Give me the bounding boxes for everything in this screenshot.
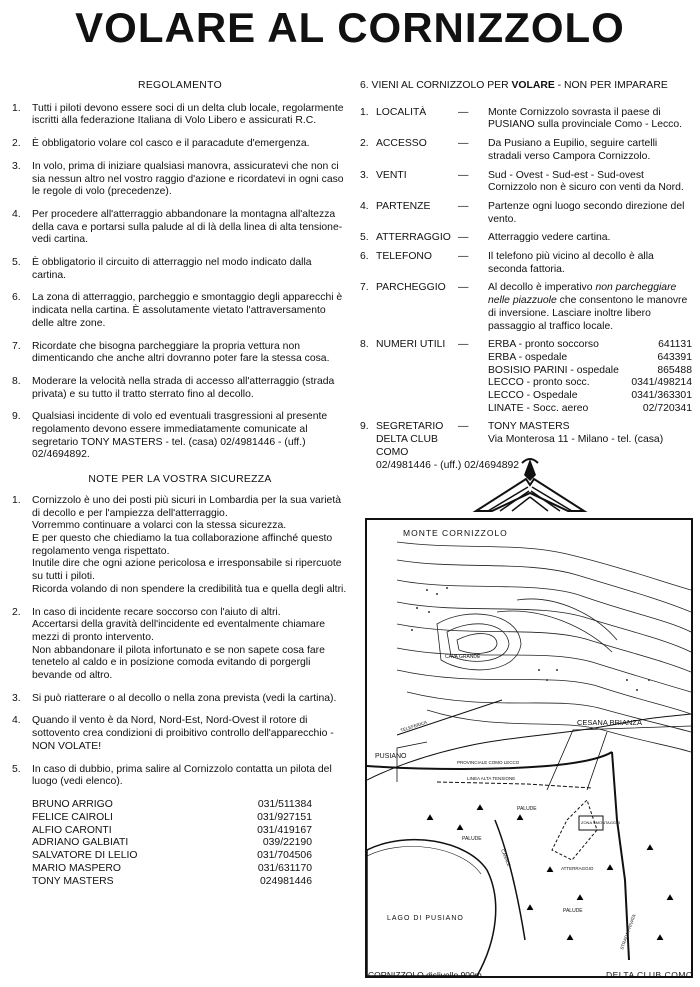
intro-bold: VOLARE (511, 80, 555, 91)
useful-number-name: BOSISIO PARINI - ospedale (488, 364, 619, 376)
label-palude-2: PALUDE (462, 836, 482, 842)
notes-heading: NOTE PER LA VOSTRA SICUREZZA (88, 474, 272, 486)
contact-row (32, 825, 312, 838)
label-line-1: SEGRETARIO (376, 421, 444, 433)
rule-number: 3. (12, 160, 21, 172)
contact-phone: 031/631170 (257, 862, 312, 874)
note-number: 3. (12, 692, 21, 704)
info-items (360, 107, 692, 277)
contact-name: MARIO MASPERO (32, 862, 121, 874)
label-pusiano: PUSIANO (375, 753, 407, 760)
useful-number-row (488, 352, 692, 365)
contact-name: ALFIO CARONTI (32, 824, 112, 836)
wood-dots (411, 587, 650, 691)
note-item (12, 715, 348, 753)
rule-text: È obbligatorio il circuito di atterraggio nel modo indicato dalla cartina. (32, 257, 312, 281)
rule-number: 5. (12, 257, 21, 269)
parcheggio-italic: non parcheggiare nelle piazzuole (488, 282, 677, 307)
note-paragraph: In caso di incidente recare soccorso con l'aiuto di altri. (32, 606, 281, 618)
note-number: 4. (12, 715, 21, 727)
label-cava: CAVA GRANDE (445, 654, 481, 660)
contact-name: SALVATORE DI LELIO (32, 850, 138, 862)
rule-number: 7. (12, 340, 21, 352)
rule-number: 8. (12, 375, 21, 387)
info-item (360, 138, 692, 163)
contact-row (32, 863, 312, 876)
rules-heading: REGOLAMENTO (138, 80, 222, 91)
item-text (488, 421, 692, 459)
note-text (32, 495, 348, 597)
contacts-list (32, 799, 348, 889)
note-number: 2. (12, 606, 21, 618)
label-line-3: COMO (376, 446, 409, 458)
info-item-segretario (360, 421, 692, 459)
item-label: ACCESSO (376, 138, 427, 150)
label-atterraggio: ATTERRAGGIO (561, 866, 594, 871)
note-paragraph: Accertarsi della gravità dell'incidente ed eventalmente chiamare mezzi di pronto intervento. (32, 619, 326, 643)
note-text (32, 764, 348, 789)
info-item (360, 201, 692, 226)
secretary-name: TONY MASTERS (488, 421, 570, 433)
rule-item (12, 376, 348, 401)
note-paragraph: In caso di dubbio, prima salire al Cornizzolo contatta un pilota del luogo (vedi elenco). (32, 763, 332, 788)
item-number: 8. (360, 339, 369, 351)
note-text (32, 715, 348, 753)
note-paragraph: Ricorda volando di non spendere la credibilità tua e quella degli altri. (32, 583, 347, 595)
useful-number-phone: 865488 (657, 364, 692, 376)
label-lago: LAGO DI PUSIANO (387, 915, 464, 922)
useful-numbers (488, 339, 692, 415)
parcheggio-text-a: Al decollo è imperativo (488, 282, 596, 294)
label-zona: ZONA SMONTAGGIO (581, 820, 621, 825)
item-label: PARCHEGGIO (376, 282, 446, 294)
item-number: 5. (360, 232, 369, 244)
useful-number-row (488, 365, 692, 378)
item-label: NUMERI UTILI (376, 339, 446, 351)
item-text: Partenze ogni luogo secondo direzione del vento. (488, 200, 685, 225)
item-label: LOCALITÀ (376, 106, 427, 118)
note-text (32, 607, 348, 683)
item-dash: — (458, 251, 469, 263)
teleferica-line (397, 700, 502, 735)
note-paragraph: Cornizzolo è uno dei posti più sicuri in Lombardia per la sua varietà di decollo e per l'ampiezza dell'atterraggio. (32, 494, 341, 519)
contact-phone: 031/704506 (257, 850, 312, 862)
label-palude-3: PALUDE (563, 908, 583, 914)
note-item (12, 607, 348, 683)
item-dash: — (458, 106, 469, 118)
note-paragraph: Non abbandonare il pilota infortunato e se non sapete cosa fare tenetelo al caldo e in posizione comoda evitando di porgergli bevande od altro. (32, 644, 325, 682)
item-number: 6. (360, 251, 369, 263)
useful-number-row (488, 339, 692, 352)
info-item-numeri-utili (360, 339, 692, 415)
label-monte: MONTE CORNIZZOLO (403, 528, 508, 538)
item-dash: — (458, 169, 469, 181)
info-item-parcheggio (360, 282, 692, 333)
intro-text-a: 6. VIENI AL CORNIZZOLO PER (360, 80, 512, 91)
item-dash: — (458, 339, 469, 351)
contact-row (32, 799, 312, 812)
label-strada: STRADA PRIVATA (619, 913, 637, 951)
useful-number-name: ERBA - ospedale (488, 351, 568, 363)
label-teleferica: TELEFERICA (399, 719, 428, 733)
useful-number-phone: 02/720341 (642, 402, 692, 414)
delta-club-logo-icon (470, 455, 590, 515)
site-map (365, 518, 693, 978)
note-paragraph: Quando il vento è da Nord, Nord-Est, Nord-Ovest il rotore di sottovento crea condizioni di proibitivo controllo dell'apparecchio - NON VOLATE! (32, 715, 334, 752)
item-dash: — (458, 138, 469, 150)
contact-phone: 031/419167 (257, 824, 312, 836)
item-number: 3. (360, 169, 369, 181)
item-dash: — (458, 232, 469, 244)
note-paragraph: Inutile dire che ogni azione pericolosa e irresponsabile si ripercuote su tutti i piloti. (32, 558, 342, 583)
rule-item (12, 103, 348, 128)
rule-item (12, 161, 348, 199)
info-item (360, 107, 692, 132)
item-number: 4. (360, 200, 369, 212)
note-paragraph: Vorremmo continuare a volarci con la stessa sicurezza. (32, 520, 287, 532)
useful-number-row (488, 390, 692, 403)
useful-number-row (488, 377, 692, 390)
rule-item (12, 209, 348, 247)
rule-number: 2. (12, 138, 21, 150)
item-label: VENTI (376, 169, 407, 181)
section-6-intro (360, 80, 692, 93)
rule-text: In volo, prima di iniziare qualsiasi manovra, assicuratevi che non ci sia nessun altro nel vostro raggio d'azione e ricordatevi in ogni caso le regole di volo (precedenze). (32, 160, 344, 198)
contact-name: TONY MASTERS (32, 875, 114, 887)
label-canale: CANALE (500, 848, 512, 868)
useful-number-name: LECCO - Ospedale (488, 390, 578, 402)
item-label: ATTERRAGGIO (376, 232, 451, 244)
rule-text: La zona di atterraggio, parcheggio e smontaggio degli apparecchi è indicata nella cartina. È assolutamente vietato l'attraversamento delle altre zone. (32, 292, 343, 329)
item-label: PARTENZE (376, 200, 431, 212)
rule-text: Per procedere all'atterraggio abbandonare la montagna all'altezza della cava e portarsi sulla palude al di là della linea di alta tensione-vedi cartina. (32, 208, 343, 246)
rule-number: 4. (12, 208, 21, 220)
item-text: Atterraggio vedere cartina. (488, 232, 611, 244)
item-dash: — (458, 282, 469, 294)
rule-item (12, 138, 348, 151)
parcheggio-text-b: che consentono le manovre di inversione. Lasciare inoltre libero passaggio al traffico locale. (488, 295, 688, 332)
item-number: 7. (360, 282, 369, 294)
label-line-2: DELTA CLUB (376, 434, 438, 446)
item-number: 2. (360, 138, 369, 150)
contact-row (32, 837, 312, 850)
useful-number-row (488, 403, 692, 416)
secretary-address: Via Monterosa 11 - Milano - tel. (casa) (488, 434, 664, 446)
note-paragraph: E per questo che chiediamo la tua collaborazione affinché questo regolamento venga rispettato. (32, 532, 333, 557)
contact-name: ADRIANO GALBIATI (32, 837, 129, 849)
item-number: 9. (360, 421, 369, 433)
rule-text: Moderare la velocità nella strada di accesso all'atterraggio (strada privata) e su tutto il tratto sterrato fino al decollo. (32, 375, 335, 400)
useful-number-phone: 0341/498214 (631, 377, 692, 389)
power-line (437, 782, 592, 788)
label-palude-1: PALUDE (517, 806, 537, 812)
item-label: TELEFONO (376, 251, 433, 263)
map-caption-right: DELTA CLUB COMO (606, 970, 694, 980)
label-linea: LINEA ALTA TENSIONE (467, 776, 516, 781)
rule-text: Tutti i piloti devono essere soci di un delta club locale, regolarmente iscritti alla federazione Italiana di Volo Libero e assicurati R.C. (32, 102, 344, 127)
rules-list (12, 103, 348, 462)
site-map-drawing (367, 520, 691, 976)
rule-item (12, 341, 348, 366)
note-number: 5. (12, 763, 21, 775)
marsh-tufts (427, 805, 673, 940)
contact-row (32, 812, 312, 825)
info-item (360, 251, 692, 276)
page-title: VOLARE AL CORNIZZOLO (75, 4, 625, 51)
note-number: 1. (12, 494, 21, 506)
rule-text: Ricordate che bisogna parcheggiare la propria vettura non dimenticando che anche altri dovranno poter fare la stessa cosa. (32, 340, 330, 365)
info-item (360, 232, 692, 245)
rule-text: È obbligatorio volare col casco e il paracadute d'emergenza. (32, 138, 310, 150)
label-cesana: CESANA BRIANZA (577, 718, 643, 727)
note-item (12, 764, 348, 789)
useful-number-name: ERBA - pronto soccorso (488, 339, 599, 351)
map-caption-left: CORNIZZOLO dislivello 900m. (368, 970, 485, 980)
note-text (32, 693, 348, 706)
field-lines (397, 726, 691, 790)
rule-number: 1. (12, 102, 21, 114)
item-text: Monte Cornizzolo sovrasta il paese di PUSIANO sulla provinciale Como - Lecco. (488, 106, 683, 131)
item-number: 1. (360, 106, 369, 118)
rule-text: Qualsiasi incidente di volo ed eventuali trasgressioni al presente regolamento devono essere immediatamente comunicate al segretario TONY MASTERS - tel. (casa) 02/4981446 - (uff.) 02/4694892. (32, 411, 328, 461)
note-paragraph: Si può riatterare o al decollo o nella zona prevista (vedi la cartina). (32, 692, 337, 704)
rule-item (12, 257, 348, 282)
item-text: Il telefono più vicino al decollo è alla seconda fattoria. (488, 251, 654, 275)
item-dash: — (458, 200, 469, 212)
contact-row (32, 876, 312, 889)
useful-number-phone: 0341/363301 (631, 390, 692, 402)
note-item (12, 693, 348, 706)
item-label (376, 421, 458, 459)
contact-name: FELICE CAIROLI (32, 811, 113, 823)
contact-phone: 039/22190 (262, 837, 312, 849)
useful-number-name: LECCO - pronto socc. (488, 377, 590, 389)
label-provinciale: PROVINCIALE COMO LECCO (457, 760, 520, 765)
contact-phone: 031/511384 (257, 798, 312, 810)
rule-number: 6. (12, 292, 21, 304)
item-dash: — (458, 421, 469, 433)
rule-item (12, 292, 348, 330)
notes-list (12, 495, 348, 789)
intro-text-b: - NON PER IMPARARE (554, 80, 668, 91)
rule-number: 9. (12, 411, 21, 423)
useful-number-phone: 641131 (658, 339, 692, 351)
canal (495, 820, 525, 940)
secretary-phones: 02/4981446 - (uff.) 02/4694892 (376, 459, 520, 471)
contact-phone: 031/927151 (257, 811, 312, 823)
contact-name: BRUNO ARRIGO (32, 798, 113, 810)
right-column (360, 80, 692, 472)
contact-row (32, 850, 312, 863)
info-item (360, 170, 692, 195)
item-text: Da Pusiano a Eupilio, seguire cartelli stradali verso Campora Cornizzolo. (488, 138, 658, 162)
useful-number-name: LINATE - Socc. aereo (488, 402, 589, 414)
lago-shore (367, 840, 496, 976)
useful-number-phone: 643391 (657, 351, 692, 363)
item-text (488, 282, 692, 333)
item-text: Sud - Ovest - Sud-est - Sud-ovest Cornizzolo non è sicuro con venti da Nord. (488, 169, 684, 194)
left-column (12, 80, 348, 889)
rule-item (12, 411, 348, 462)
contact-phone: 024981446 (259, 875, 312, 887)
note-item (12, 495, 348, 597)
